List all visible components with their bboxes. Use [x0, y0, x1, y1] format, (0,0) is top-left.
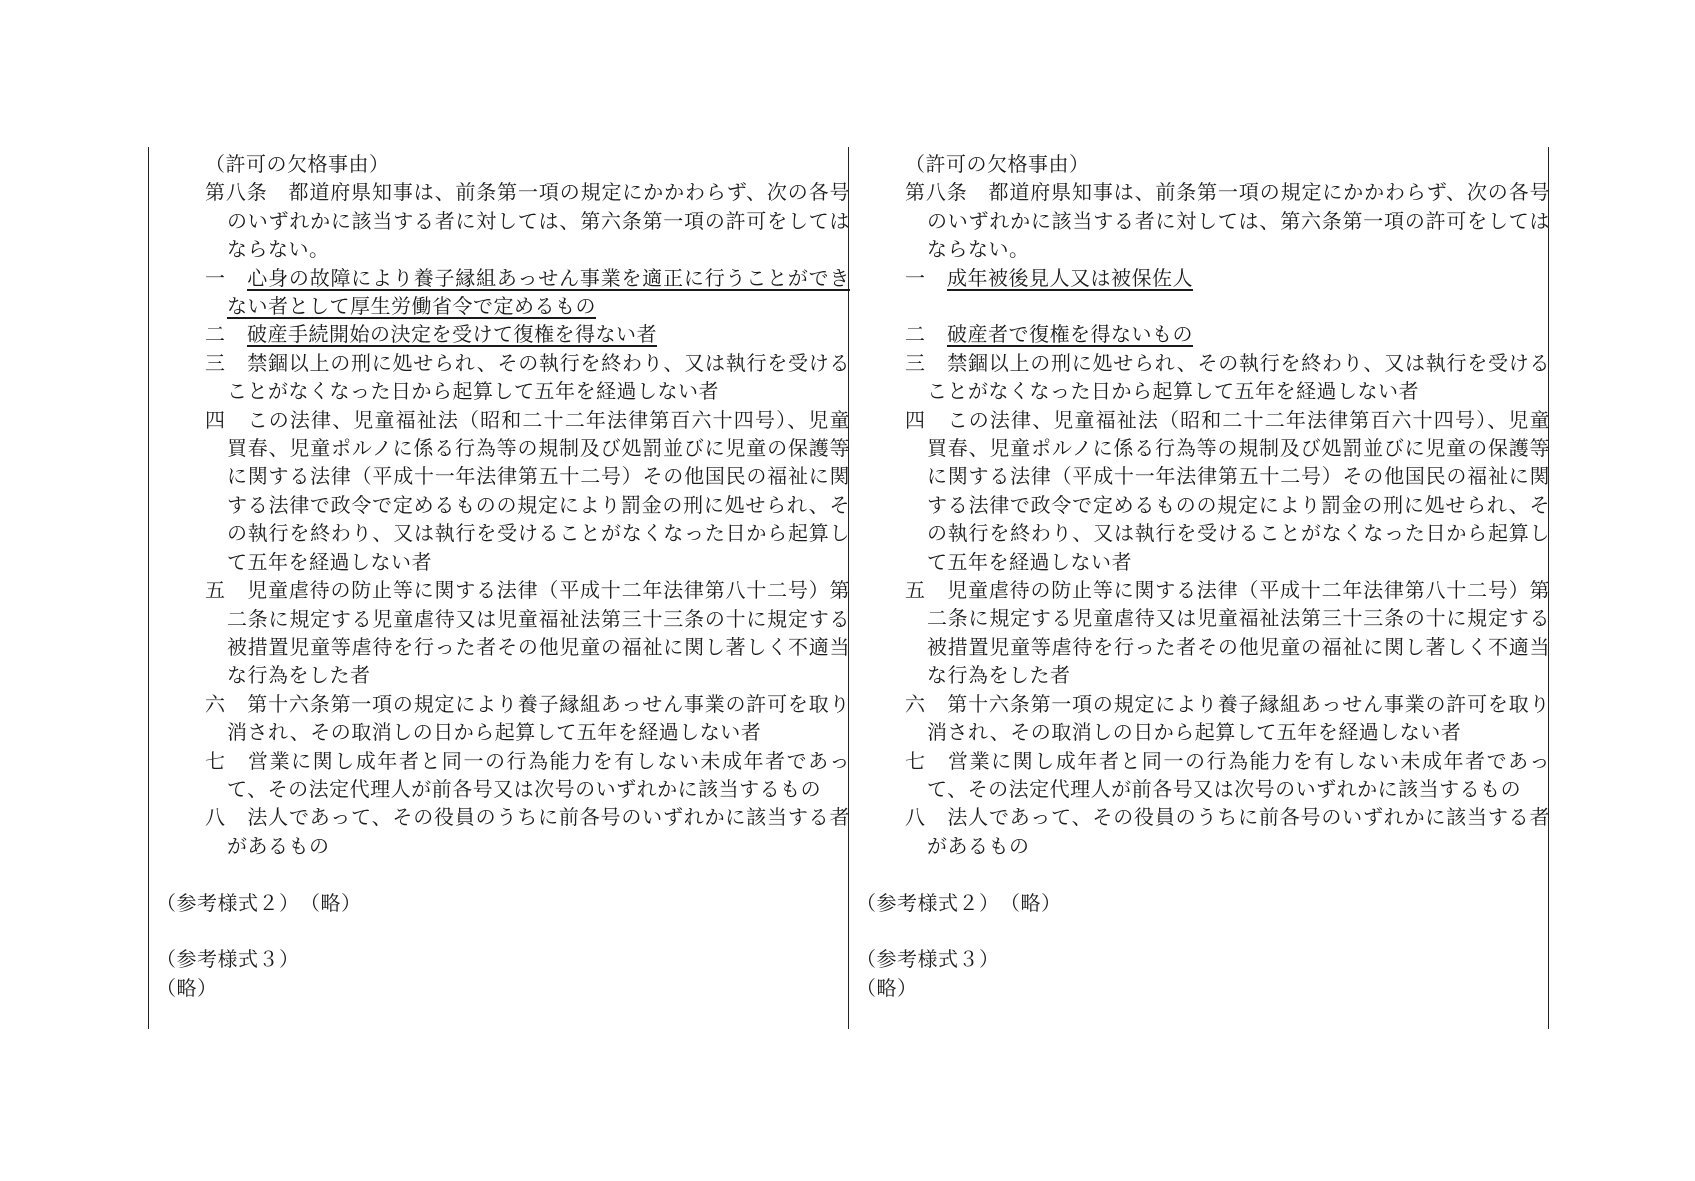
- article-heading: （許可の欠格事由）: [205, 152, 390, 176]
- item-text: この法律、児童福祉法（昭和二十二年法律第百六十四号）、児童買春、児童ポルノに係る行為等の規制及び処罰並びに児童の保護等に関する法律（平成十一年法律第五十二号）その他国民の福祉に関する法律で政令で定めるものの規定により罰金の刑に処せられ、その執行を終わり、又は執行を受けることがなくなった日から起算して五年を経過しない者: [927, 407, 1550, 574]
- article-body: 都道府県知事は、前条第一項の規定にかかわらず、次の各号のいずれかに該当する者に対しては、第六条第一項の許可をしてはならない。: [227, 180, 850, 262]
- item-text: 児童虐待の防止等に関する法律（平成十二年法律第八十二号）第二条に規定する児童虐待又は児童福祉法第三十三条の十に規定する被措置児童等虐待を行った者その他児童の福祉に関し著しく不適当な行為をした者: [227, 578, 850, 688]
- item-text-amended: 破産者で復権を得ないもの: [947, 322, 1193, 347]
- list-item: [905, 747, 1550, 804]
- item-text: この法律、児童福祉法（昭和二十二年法律第百六十四号）、児童買春、児童ポルノに係る行為等の規制及び処罰並びに児童の保護等に関する法律（平成十一年法律第五十二号）その他国民の福祉に関する法律で政令で定めるものの規定により罰金の刑に処せられ、その執行を終わり、又は執行を受けることがなくなった日から起算して五年を経過しない者: [227, 407, 850, 574]
- item-number: 四: [205, 407, 226, 432]
- article-paragraph: [182, 178, 850, 263]
- item-text: 禁錮以上の刑に処せられ、その執行を終わり、又は執行を受けることがなくなった日から起算して五年を経過しない者: [927, 350, 1550, 404]
- item-text: 第十六条第一項の規定により養子縁組あっせん事業の許可を取り消され、その取消しの日から起算して五年を経過しない者: [927, 691, 1550, 745]
- item-number: 六: [905, 691, 926, 716]
- item-text: 禁錮以上の刑に処せられ、その執行を終わり、又は執行を受けることがなくなった日から起算して五年を経過しない者: [227, 350, 850, 404]
- item-number: 四: [905, 407, 926, 432]
- list-item: [905, 690, 1550, 747]
- item-text: 法人であって、その役員のうちに前各号のいずれかに該当する者があるもの: [227, 805, 850, 858]
- list-item: [905, 576, 1550, 690]
- list-item: [205, 320, 850, 348]
- item-text: 営業に関し成年者と同一の行為能力を有しない未成年者であって、その法定代理人が前各号又は次号のいずれかに該当するもの: [227, 748, 850, 801]
- item-number: 二: [905, 322, 926, 347]
- item-number: 六: [205, 691, 226, 716]
- list-item: [205, 349, 850, 406]
- article-paragraph: [882, 178, 1550, 263]
- item-number: 三: [205, 350, 226, 375]
- reference-form-3-body: （略）: [856, 975, 918, 1000]
- current-text-column: [856, 150, 1550, 1002]
- reference-form-2: （参考様式２） （略）: [856, 890, 1062, 915]
- reference-form-2: （参考様式２） （略）: [156, 890, 362, 915]
- list-item: [905, 320, 1550, 348]
- reference-form-3-body: （略）: [156, 975, 218, 1000]
- item-text: 法人であって、その役員のうちに前各号のいずれかに該当する者があるもの: [927, 805, 1550, 858]
- item-number: 一: [205, 265, 226, 290]
- item-number: 三: [905, 350, 926, 375]
- item-text-amended: 成年被後見人又は被保佐人: [947, 265, 1193, 290]
- column-border-left: [148, 147, 149, 1029]
- item-text: 児童虐待の防止等に関する法律（平成十二年法律第八十二号）第二条に規定する児童虐待又は児童福祉法第三十三条の十に規定する被措置児童等虐待を行った者その他児童の福祉に関し著しく不適当な行為をした者: [927, 578, 1550, 688]
- item-number: 五: [205, 578, 226, 603]
- list-item: [905, 406, 1550, 576]
- list-item: [905, 803, 1550, 860]
- list-item: [205, 406, 850, 576]
- list-item: [905, 349, 1550, 406]
- reference-form-3: （参考様式３）: [856, 947, 1000, 972]
- item-number: 七: [205, 748, 226, 773]
- list-item: [205, 264, 850, 321]
- item-number: 八: [905, 805, 926, 830]
- revised-text-column: [156, 150, 850, 1002]
- item-number: 一: [905, 265, 926, 290]
- list-item: [205, 576, 850, 690]
- item-number: 八: [205, 805, 226, 830]
- article-heading: （許可の欠格事由）: [905, 152, 1090, 176]
- item-text-amended: 心身の故障により養子縁組あっせん事業を適正に行うことができない者として厚生労働省令で定めるもの: [227, 265, 850, 319]
- item-text: 第十六条第一項の規定により養子縁組あっせん事業の許可を取り消され、その取消しの日から起算して五年を経過しない者: [227, 691, 850, 745]
- spacer: [860, 292, 1550, 320]
- list-item: [205, 690, 850, 747]
- item-number: 七: [905, 748, 926, 773]
- item-text-amended: 破産手続開始の決定を受けて復権を得ない者: [247, 322, 657, 347]
- item-number: 五: [905, 578, 926, 603]
- item-number: 二: [205, 322, 226, 347]
- item-text: 営業に関し成年者と同一の行為能力を有しない未成年者であって、その法定代理人が前各号又は次号のいずれかに該当するもの: [927, 748, 1550, 801]
- article-number: 第八条: [905, 180, 968, 205]
- list-item: [205, 747, 850, 804]
- list-item: [205, 803, 850, 860]
- list-item: [905, 264, 1550, 292]
- reference-form-3: （参考様式３）: [156, 947, 300, 972]
- article-number: 第八条: [205, 180, 268, 205]
- article-body: 都道府県知事は、前条第一項の規定にかかわらず、次の各号のいずれかに該当する者に対しては、第六条第一項の許可をしてはならない。: [927, 180, 1550, 262]
